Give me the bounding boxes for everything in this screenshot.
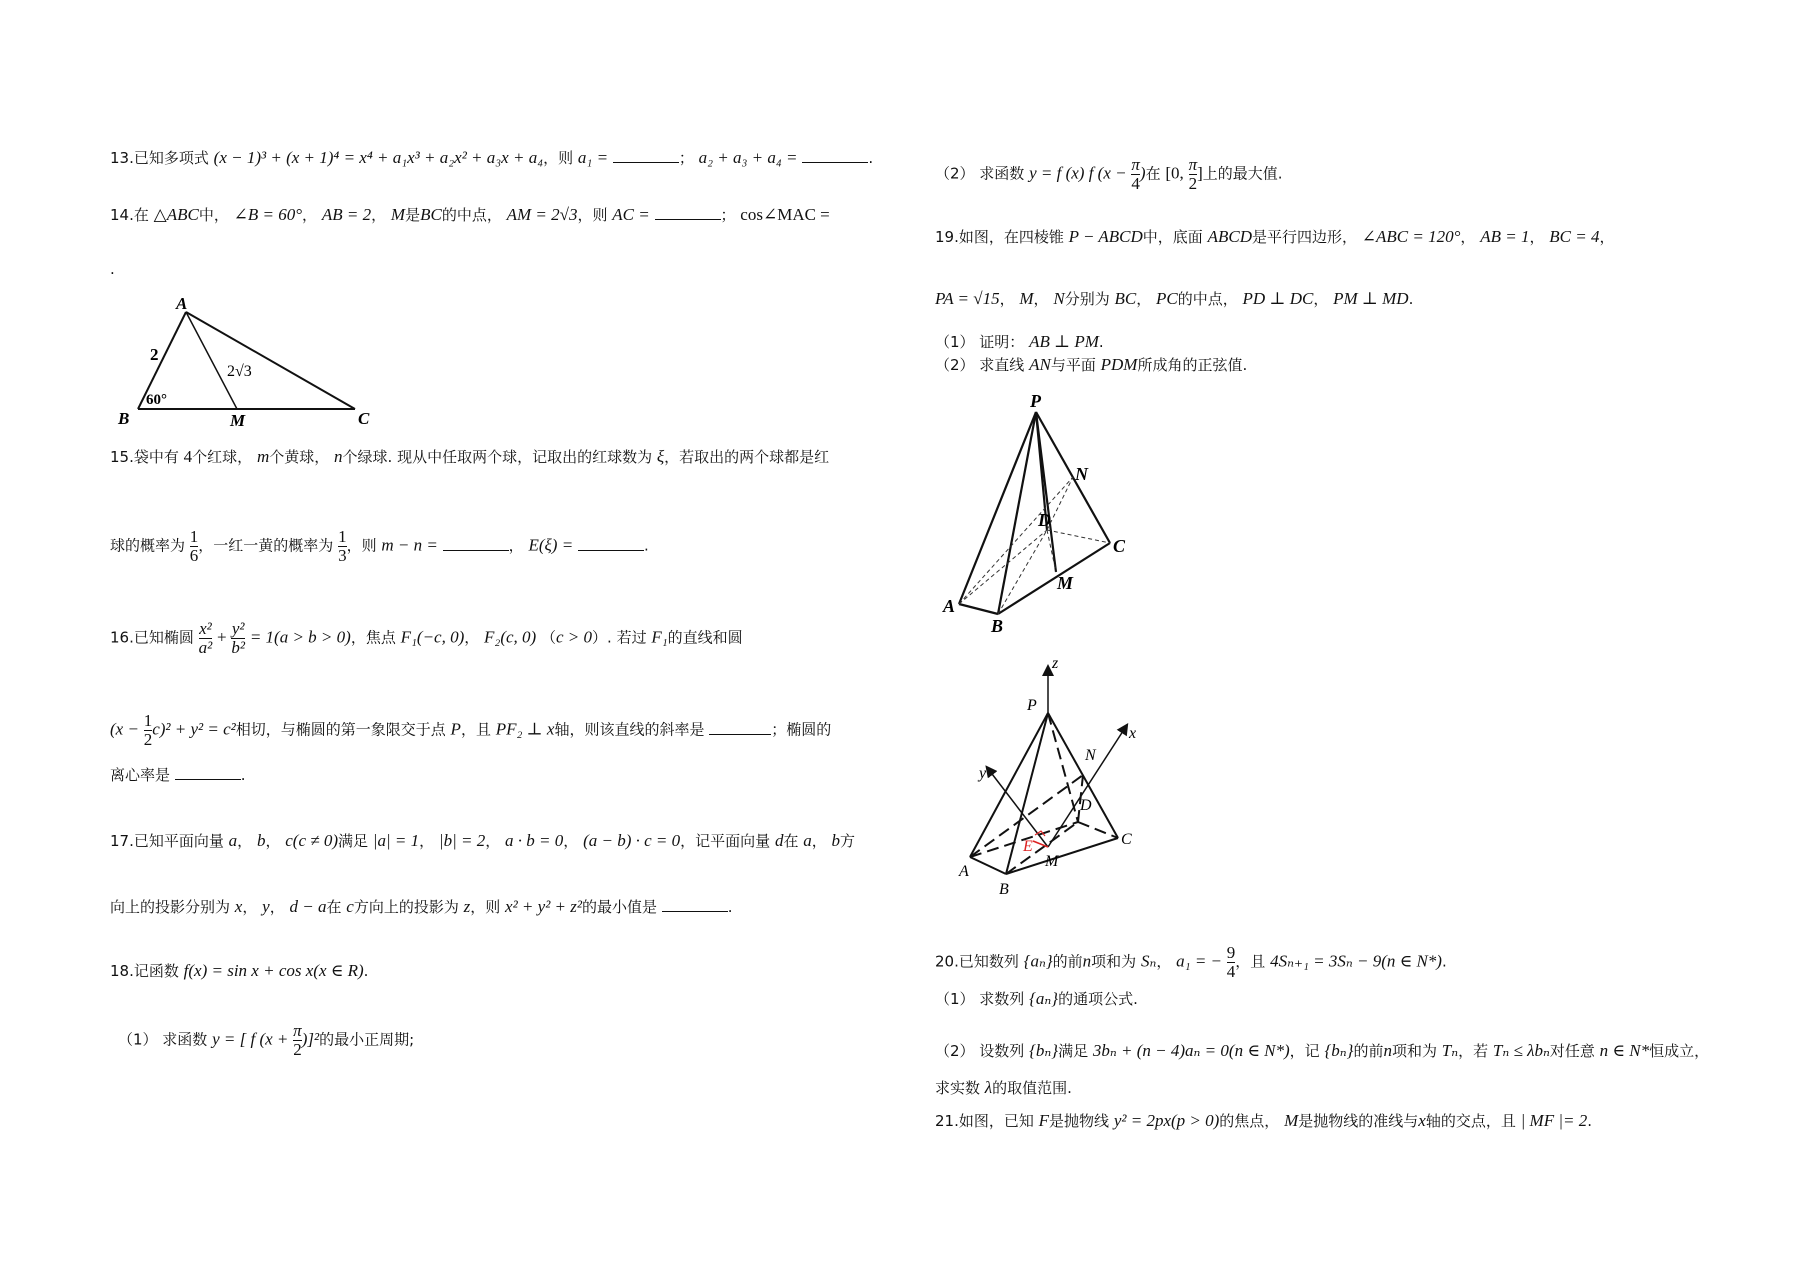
text: （2） 设数列 [935,1042,1025,1060]
math-expr: λ [984,1078,993,1097]
math-expr: E(ξ) = [528,535,574,555]
text: ， [1529,228,1545,246]
question-15 [110,446,829,468]
question-number: 21. [935,1112,959,1130]
text: （2） 求函数 [935,164,1025,183]
question-15-line2 [110,528,649,565]
math-expr: a [228,831,238,850]
triangle-figure [110,292,380,430]
math-expr: ξ [656,447,665,466]
text: . [1098,333,1104,351]
denominator: 2 [1188,174,1198,193]
text: 中，底面 [1142,228,1203,246]
text: 相切，与椭圆的第一象限交于点 [235,720,446,739]
math-expr: F₂(c, 0) [484,627,537,647]
answer-blank[interactable] [709,720,771,735]
text: ， [237,832,253,850]
pyramid-figure [935,386,1175,636]
answer-blank[interactable] [613,148,679,163]
question-20-part2 [935,1040,1709,1062]
math-expr: PC [1156,289,1178,308]
label-n: N [1085,747,1096,764]
text: ，若 [1458,1042,1489,1060]
question-18-part2 [935,156,1283,193]
text: 方向上的投影为 [353,898,459,916]
math-expr: △ABC [153,205,199,224]
fraction [1189,156,1198,193]
coordinate-pyramid-figure [959,650,1215,900]
math-expr: ∠ABC = 120° [1361,227,1461,246]
text: . [240,766,246,784]
math-expr: PM ⊥ MD [1333,289,1409,308]
fraction [293,1022,302,1059]
text: . [1441,952,1447,971]
math-expr: AB ⊥ PM [1029,332,1099,351]
question-17 [110,830,855,852]
denominator: 3 [338,546,347,565]
text: ， [371,206,387,224]
math-expr: P [450,719,461,739]
math-expr: BC = 4 [1549,227,1600,246]
text: 的焦点， [1219,1112,1280,1130]
math-expr: BC [1114,289,1137,308]
text: 的前 [1353,1042,1384,1060]
label-c: C [1121,831,1132,848]
fraction [338,528,347,565]
text: ，且 [1235,952,1266,971]
math-expr: Tₙ [1441,1041,1459,1060]
text: ，则 [577,206,608,224]
math-expr: Sₙ [1140,951,1157,971]
numerator: 1 [143,711,153,730]
text: 是抛物线 [1049,1112,1110,1130]
math-expr: d [774,831,784,850]
text: ， [811,832,827,850]
text: 在 [326,898,342,916]
math-expr: 3bₙ + (n − 4)aₙ = 0(n ∈ N*) [1092,1041,1290,1060]
label-b: B [991,616,1004,636]
math-expr: a₁ = [577,148,609,167]
hidden-pd [1048,713,1078,822]
label-d: D [1038,510,1051,530]
math-expr: PA = √15 [935,289,1000,308]
text: 方 [840,832,856,850]
edge-pb [998,412,1036,614]
numerator: 1 [338,527,347,546]
math-expr: (a − b) · c = 0 [583,831,681,850]
math-expr: PD ⊥ DC [1242,289,1314,308]
text: 在 [133,206,149,224]
label-a: A [943,596,956,616]
math-expr: y = f (x) f (x − [1029,163,1127,183]
math-expr: = 1(a > b > 0) [249,627,351,647]
label-e: E [1023,838,1033,855]
text: 是抛物线的准线与 [1298,1112,1419,1130]
question-16: 16.已知椭圆 $\frac{\text{x²}}{\text{a²}}$ + $\frac{\text{y²}}{\text{b²}}$ = 1(a > b > 0)，焦点 F₁(−c, 0)， F₂(c, 0) （c > 0）. 若过 F₁的直线和圆 [110,619,743,657]
math-expr: f(x) = sin x + cos x(x ∈ R) [183,961,364,980]
math-expr: y [262,897,270,916]
text: 上的最大值. [1202,164,1283,183]
label-a: A [959,863,969,880]
text: ， [1599,228,1615,246]
math-expr: P − ABCD [1068,227,1143,246]
text: 的取值范围. [992,1079,1072,1097]
text: ，记平面向量 [680,832,771,850]
math-expr: |a| = 1 [372,831,420,850]
math-expr: (x − [110,719,139,739]
fraction [199,620,213,657]
text: . [1587,1112,1593,1130]
math-expr: AB = 2 [321,205,372,224]
label-x: x [1129,725,1137,742]
math-expr: (x − 1)³ + (x + 1)⁴ = x⁴ + a₁x³ + a₂x² + a₃x + a₄ [213,148,544,167]
text: . [868,149,874,167]
text: 已知椭圆 [133,628,194,647]
math-expr: PDM [1100,355,1138,374]
label-a: A [176,294,188,313]
math-expr: c > 0 [556,627,593,647]
label-b: B [118,409,130,428]
question-number: 18. [110,962,134,980]
text: 分别为 [1064,290,1110,308]
text: 已知多项式 [133,149,209,167]
text: ， [1136,290,1152,308]
math-expr: a₁ = − [1176,951,1223,971]
math-expr: y = [ f (x + [212,1029,289,1049]
text: 项和为 [1091,952,1137,971]
text: ，则 [346,536,377,555]
math-expr: x² + y² + z² [505,897,582,916]
text: 是平行四边形， [1251,228,1357,246]
text: ；椭圆的 [771,720,832,739]
text: 轴的交点，且 [1425,1112,1516,1130]
question-number: 15. [110,448,134,466]
text: 离心率是 [110,766,171,784]
math-expr: M [1284,1111,1299,1130]
question-20-part1 [935,988,1138,1010]
text: ， [269,898,285,916]
math-expr: n [334,447,343,466]
question-number: 20. [935,952,959,971]
question-14-end [110,258,115,280]
label-c: C [1113,536,1126,556]
text: . [1408,290,1414,308]
math-expr: F₁ [651,627,668,647]
numerator: π [1188,155,1198,174]
label-m: M [1057,573,1074,593]
text: 满足 [1058,1042,1089,1060]
text: 所成角的正弦值. [1137,356,1248,374]
text: 袋中有 [133,448,179,466]
text: ， [1460,228,1476,246]
text: 对任意 [1549,1042,1595,1060]
math-expr: ABCD [1207,227,1252,246]
label-m: M [1045,853,1059,870]
math-expr: y² = 2px(p > 0) [1113,1111,1220,1130]
math-expr: m [256,447,270,466]
math-expr: a₂ + a₃ + a₄ = [698,148,798,167]
question-18-part1 [118,1022,414,1059]
denominator: 2 [143,730,153,749]
label-p: P [1027,697,1037,714]
math-expr: F [1038,1111,1050,1130]
text: 项和为 [1391,1042,1437,1060]
text: ，则 [470,898,501,916]
text: 记函数 [133,962,179,980]
text: ； [678,149,694,167]
text: . [727,898,733,916]
text: . [363,962,369,980]
question-number: 14. [110,206,134,224]
math-expr: c [346,897,354,916]
text: 已知平面向量 [133,832,224,850]
text: 个红球， [192,448,253,466]
label-c: C [358,409,370,428]
hidden-dc [1047,530,1110,543]
math-expr: BC [420,205,442,224]
text: ， [265,832,281,850]
question-number: 13. [110,149,134,167]
text: 的中点， [441,206,502,224]
label-p: P [1030,391,1041,411]
text: ， [508,536,524,555]
numerator: y² [231,619,245,638]
math-expr: M [1019,289,1034,308]
fraction [144,712,153,749]
text: ， [563,832,579,850]
answer-blank[interactable] [578,536,644,551]
text: 的前 [1052,952,1083,971]
math-expr: x [1418,1111,1426,1130]
math-expr: a [803,831,812,850]
text: 的直线和圆 [667,628,743,647]
answer-blank[interactable] [175,765,241,780]
question-20-part2-line2 [935,1077,1072,1099]
edge-ab [970,857,1006,874]
text: 如图，在四棱锥 [958,228,1064,246]
text: 与平面 [1050,356,1096,374]
text: ， [242,898,258,916]
label-angle: 60° [146,392,167,408]
text: 的通项公式. [1058,990,1138,1008]
math-expr: m − n = [381,535,438,555]
math-expr: ) [1139,163,1146,183]
question-number: 16. [110,628,134,647]
fraction [231,620,245,657]
math-expr: AB = 1 [1480,227,1530,246]
answer-blank[interactable] [662,897,728,912]
label-d: D [1080,797,1092,814]
answer-blank[interactable] [655,205,721,220]
numerator: π [1131,155,1140,174]
math-expr: 4 [183,447,193,466]
math-expr: {aₙ} [1023,951,1053,971]
text: 的中点， [1177,290,1238,308]
denominator: 6 [189,546,199,565]
text: （1） 证明： [935,333,1025,351]
numerator: 9 [1226,943,1236,962]
label-n: N [1075,464,1088,484]
edge-pa [970,713,1048,857]
math-expr: N [1053,289,1065,308]
question-13 [110,147,873,169]
text: 在 [1145,164,1161,183]
label-side: 2 [150,345,159,364]
numerator: x² [199,619,212,638]
math-expr: Tₙ ≤ λbₙ [1492,1041,1550,1060]
math-expr: F₁(−c, 0) [400,627,465,647]
hidden-dc [1078,822,1118,838]
edge-pa [959,412,1036,604]
fraction [1131,156,1140,193]
math-expr: a · b = 0 [505,831,564,850]
text: （2） 求直线 [935,356,1025,374]
question-16-line3 [110,764,246,786]
text: 个绿球. 现从中任取两个球，记取出的红球数为 [342,448,653,466]
label-median: 2√3 [227,363,252,380]
question-18 [110,960,368,982]
label-y: y [979,765,987,782]
text: ，焦点 [350,628,396,647]
denominator: 4 [1226,962,1236,981]
question-21 [935,1110,1592,1132]
answer-blank[interactable] [802,148,868,163]
text: ，且 [460,720,491,739]
question-20: 20.已知数列 {aₙ}的前n项和为 Sₙ， a₁ = − $\frac{9}{4}$ ，且 4Sₙ₊₁ = 3Sₙ − 9(n ∈ N*). [935,943,1447,981]
text: . [643,536,649,555]
text: 在 [783,832,799,850]
text: 球的概率为 [110,536,186,555]
math-expr: | MF |= 2 [1520,1111,1588,1130]
math-expr: {bₙ} [1324,1041,1354,1060]
text: ， [419,832,435,850]
label-z: z [1052,655,1059,672]
text: （1） 求数列 [935,990,1025,1008]
question-19 [935,226,1614,248]
math-expr: 4Sₙ₊₁ = 3Sₙ − 9(n ∈ N*) [1270,951,1442,971]
label-m: M [230,411,246,430]
question-16-line2 [110,712,831,749]
denominator: 4 [1131,174,1140,193]
math-expr: )]² [301,1029,320,1049]
math-expr: {bₙ} [1029,1041,1059,1060]
text: 如图，已知 [958,1112,1034,1130]
text: 的最小正周期; [319,1030,415,1049]
math-expr: c)² + y² = c² [152,719,236,739]
text: （1） 求函数 [118,1030,208,1049]
text: ）. 若过 [592,628,647,647]
question-number: 19. [935,228,959,246]
math-expr: b [256,831,266,850]
text: 求实数 [935,1079,981,1097]
text: ， [1033,290,1049,308]
math-expr: AM = 2√3 [506,205,578,224]
math-expr: d − a [289,897,327,916]
math-expr: n ∈ N* [1599,1041,1650,1060]
text: ， [464,628,480,647]
text: 已知数列 [958,952,1019,971]
text: ，则 [543,149,574,167]
question-17-line2 [110,896,733,918]
answer-blank[interactable] [443,536,509,551]
label-b: B [999,881,1009,898]
math-expr: {aₙ} [1029,989,1059,1008]
math-expr: cos∠MAC = [740,205,830,224]
hidden-an [959,477,1073,604]
text: ； [720,206,736,224]
question-19-part1 [935,331,1104,353]
question-19-line2 [935,288,1413,310]
denominator: a² [198,638,213,657]
math-expr: x [234,897,243,916]
math-expr: PF₂ ⊥ x [495,719,555,739]
text: ， [302,206,318,224]
text: 是 [405,206,421,224]
text: 轴，则该直线的斜率是 [554,720,705,739]
text: 满足 [338,832,369,850]
text: （ [541,628,557,647]
math-expr: ∠B = 60° [233,205,303,224]
question-number: 17. [110,832,134,850]
text: 的最小值是 [581,898,657,916]
math-expr: n [1082,951,1092,971]
denominator: 2 [293,1040,302,1059]
math-expr: c(c ≠ 0) [285,831,338,850]
text: ，记 [1289,1042,1320,1060]
math-expr: [0, [1165,163,1184,183]
text: 恒成立， [1649,1042,1710,1060]
math-expr: M [390,205,406,224]
math-expr: ] [1197,163,1203,183]
denominator: b² [231,638,246,657]
math-expr: AC = [612,205,650,224]
text: 中， [198,206,229,224]
numerator: π [293,1021,302,1040]
text: . [110,260,115,278]
math-expr: b [831,831,841,850]
text: 向上的投影分别为 [110,898,231,916]
math-expr: AN [1029,355,1051,374]
text: ， [999,290,1015,308]
math-expr: z [463,897,471,916]
question-14 [110,204,830,226]
edge-ab [959,604,998,614]
math-expr: |b| = 2 [438,831,486,850]
question-19-part2 [935,354,1247,376]
text: 个黄球， [269,448,330,466]
text: ，若取出的两个球都是红 [664,448,830,466]
text: ，一红一黄的概率为 [198,536,334,555]
math-expr: n [1383,1041,1392,1060]
numerator: 1 [189,527,199,546]
text: ， [1313,290,1329,308]
text: ， [485,832,501,850]
